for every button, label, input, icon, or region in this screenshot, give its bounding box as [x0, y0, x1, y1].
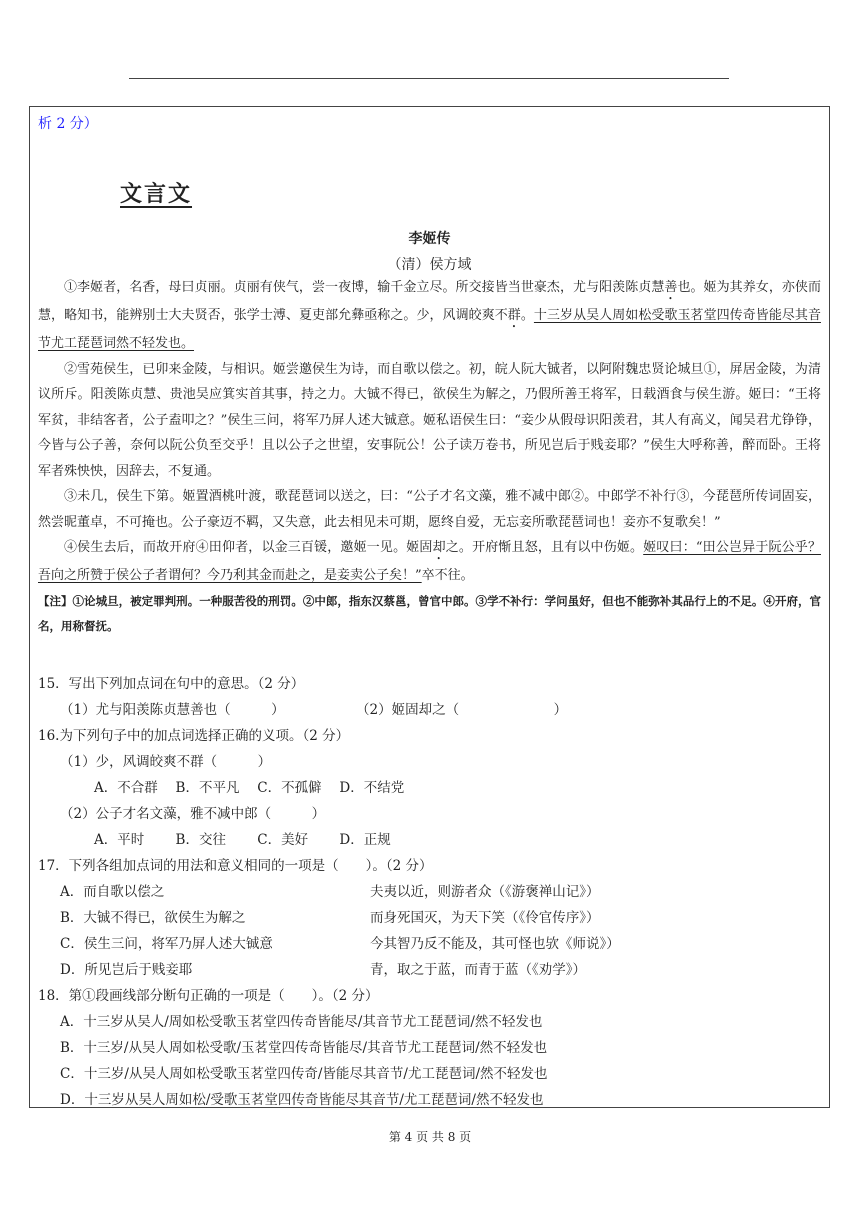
question-15: 15．写出下列加点词在句中的意思。（2 分）	[38, 676, 305, 692]
question-16-item-2: （2）公子才名文藻，雅不减中郎（ ）	[60, 806, 326, 822]
paragraph-2: ②雪苑侯生，已卯来金陵，与相识。姬尝邀侯生为诗，而自歌以偿之。初，皖人阮大铖者，以阿附魏忠贤论城旦①，屏居金陵，为清议所斥。阳羡陈贞慧、贵池吴应箕实首其事，持之力。大铖不得已，欲侯生为解之，乃假所善王将军，日载酒食与侯生游。姬曰：“王将军贫，非结客者，公子盍叩之？”侯生三问，将军乃屏人述大铖意。姬私语侯生曰：“妾少从假母识阳羡君，其人有高义，闻吴君尤铮铮，今皆与公子善，奈何以阮公负至交乎！且以公子之世望，安事阮公！公子读万卷书，所见岂后于贱妾耶？”侯生大呼称善，醉而卧。王将军者殊怏怏，因辞去，不复通。	[38, 361, 821, 479]
question-17-option: C．侯生三问，将军乃屏人述大铖意 今其智乃反不能及，其可怪也欤《师说》）	[60, 936, 620, 952]
question-15-item-2: （2）姬固却之（ ）	[356, 702, 568, 718]
question-17: 17．下列各组加点词的用法和意义相同的一项是（ ）。（2 分）	[38, 858, 433, 874]
paragraph-4: ④侯生去后，而故开府④田仰者，以金三百锾，邀姬一见。姬固却之。开府惭且怒，且有以中伤姬。姬叹曰：“田公岂异于阮公乎？吾向之所赞于侯公子者谓何？今乃利其金而赴之，是妾卖公子矣！”卒不往。	[38, 540, 821, 583]
dotted-word: 善	[664, 280, 678, 295]
continuation-text: 析 2 分）	[38, 116, 98, 132]
page-number: 第 4 页 共 8 页	[388, 1130, 472, 1144]
paragraph-3: ③未几，侯生下第。姬置酒桃叶渡，歌琵琶词以送之，曰：“公子才名文藻，雅不减中郎②。中郎学不补行③，今琵琶所传词固妄，然尝昵董卓，不可掩也。公子豪迈不羁，又失意，此去相见未可期，愿终自爱，无忘妾所歌琵琶词也！妾亦不复歌矣！”	[38, 489, 821, 530]
question-16-item-2-options: A．平时 B．交往 C．美好 D．正规	[94, 832, 391, 848]
passage-author: （清）侯方域	[387, 257, 472, 273]
question-17-option: A．而自歌以偿之 夫夷以近，则游者众（《游褒禅山记》）	[60, 884, 600, 900]
dotted-word: 群	[507, 308, 521, 323]
passage-body	[38, 275, 821, 639]
question-18-option: C．十三岁/从吴人周如松受歌玉茗堂四传奇/皆能尽其音节/尤工琵琶词/然不轻发也	[60, 1066, 548, 1082]
paragraph-1: ①李姬者，名香，母曰贞丽。贞丽有侠气，尝一夜博，输千金立尽。所交接皆当世豪杰，尤与阳羡陈贞慧善也。姬为其养女，亦侠而慧，略知书，能辨别士大夫贤否，张学士溥、夏吏部允彝亟称之。少，风调皎爽不群。十三岁从吴人周如松受歌玉茗堂四传奇皆能尽其音节尤工琵琶词然不轻发也。	[38, 280, 821, 351]
section-title: 文言文	[120, 181, 193, 207]
underlined-sentence: 姬叹曰：“田公岂异于阮公乎？吾向之所赞于侯公子者谓何？今乃利其金而赴之，是妾卖公子矣！”	[38, 540, 821, 583]
question-17-option: D．所见岂后于贱妾耶 青，取之于蓝，而青于蓝（《劝学》）	[60, 962, 586, 978]
question-18: 18．第①段画线部分断句正确的一项是（ ）。（2 分）	[38, 988, 379, 1004]
header-rule	[129, 78, 729, 79]
question-18-option: B．十三岁/从吴人周如松受歌/玉茗堂四传奇皆能尽/其音节尤工琵琶词/然不轻发也	[60, 1040, 548, 1056]
annotation-note: 【注】①论城旦，被定罪判刑。一种服苦役的刑罚。②中郎，指东汉蔡邕，曾官中郎。③学不补行：学问虽好，但也不能弥补其品行上的不足。④开府，官名，用称督抚。	[38, 593, 821, 633]
content-frame	[29, 106, 830, 1108]
question-16-item-1: （1）少，风调皎爽不群（ ）	[60, 754, 272, 770]
question-16-item-1-options: A．不合群 B．不平凡 C．不孤僻 D．不结党	[94, 780, 405, 796]
question-16: 16.为下列句子中的加点词选择正确的义项。（2 分）	[38, 728, 350, 744]
question-18-option: D．十三岁从吴人周如松/受歌玉茗堂四传奇皆能尽其音节/尤工琵琶词/然不轻发也	[60, 1092, 544, 1108]
question-18-option: A．十三岁从吴人/周如松受歌玉茗堂四传奇皆能尽/其音节尤工琵琶词/然不轻发也	[60, 1014, 543, 1030]
question-15-item-1: （1）尤与阳羡陈贞慧善也（ ）	[60, 702, 285, 718]
passage-title: 李姬传	[408, 231, 451, 247]
dotted-word: 却	[432, 540, 446, 555]
question-17-option: B．大铖不得已，欲侯生为解之 而身死国灭，为天下笑（《伶官传序》）	[60, 910, 600, 926]
underlined-sentence: 十三岁从吴人周如松受歌玉茗堂四传奇皆能尽其音节尤工琵琶词然不轻发也。	[38, 308, 821, 351]
